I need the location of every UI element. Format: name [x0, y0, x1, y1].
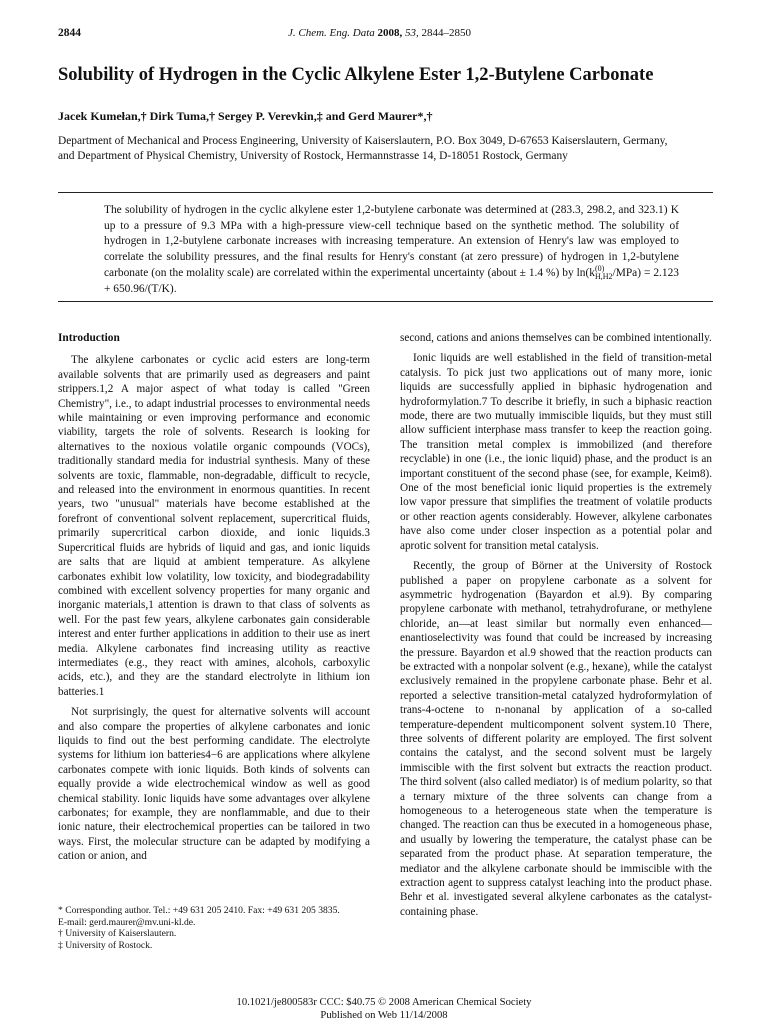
author-list: Jacek Kumełan,† Dirk Tuma,† Sergey P. Verevkin,‡ and Gerd Maurer*,†: [58, 109, 433, 123]
running-header: [288, 27, 471, 39]
abstract-superscript: (0): [594, 264, 605, 274]
footer-doi: 10.1021/je800583r CCC: $40.75 © 2008 American Chemical Society: [236, 997, 532, 1008]
footnote: * Corresponding author. Tel.: +49 631 205 2410. Fax: +49 631 205 3835.: [58, 905, 340, 916]
footnote: † University of Kaiserslautern.: [58, 928, 177, 940]
footnote: E-mail: gerd.maurer@mv.uni-kl.de.: [58, 916, 196, 928]
journal-volume: 53,: [405, 27, 419, 39]
abstract-equation-tail: /MPa) = 2.123 + 650.96/(T/K).: [104, 267, 679, 295]
paragraph: Ionic liquids are well established in the field of transition-metal catalysis. To pick just two applications out of many more, ionic liquids are successfully applied in biphasic hydrogenation and hydroformylation.7 To describe it briefly, in such a biphasic reaction mode, there are two mutually immiscible liquids, but they must still allow sufficient interphase mass transfer to keep the reaction going. The transition metal complex is immobilized (and therefore recyclable) in one (i.e., the ionic liquid) phase, and the product is an important constituent of the second phase (see, for example, Keim8). One of the most beneficial ionic liquid properties is the extremely low vapor pressure that simplifies the treatment of volatile products or other reaction agents considerably. However, alkylene carbonates have also come under closer inspection as a potential polar and aprotic solvent for transition metal catalysis.: [400, 352, 712, 552]
paper-title: Solubility of Hydrogen in the Cyclic Alkylene Ester 1,2-Butylene Carbonate: [58, 65, 654, 85]
abstract-top-rule: [58, 192, 713, 193]
paragraph: Recently, the group of Börner at the University of Rostock published a paper on propylene carbonate as a solvent for asymmetric hydrogenation (Bayardon et al.9). By comparing propylene carbonate with methanol, tetrahydrofurane, or methylene chloride, an—at least similar but normally even enhanced—enantioselectivity was found that could be increased by increasing the pressure. Bayardon et al.9 showed that the reaction products can be extracted with a nonpolar solvent (e.g., hexane), while the catalyst exclusively remained in the propylene carbonate phase. Behr et al. reported a selective transition-metal catalyzed hydroformylation of trans-4-octene to n-nonanal by application of a so-called temperature-dependent multicomponent solvent system.10 There, three solvents of different polarity are employed. The first solvent contains the catalyst, and the second solvent must be largely immiscible with the first solvent but extracts the reaction product. The third solvent (also called mediator) is of medium polarity, so that a ternary mixture of the three solvents can change from a homogeneous to a heterogeneous state when the temperature is changed. The reaction can thus be executed in a homogeneous phase, and usually by lowering the temperature, the catalyst phase can be separated from the product phase. At separation temperature, the mediator and the alkylene carbonate should be immiscible with the extraction agent to suppress catalyst leaching into the product phase. Behr et al. investigated several alkylene carbonates as the catalyst-containing phase.: [400, 560, 712, 918]
paragraph: Not surprisingly, the quest for alternative solvents will account and also compare the properties of alkylene carbonates and ionic liquids to find out the best performing candidate. The electrolyte systems for lithium ion batteries4−6 are applications where alkylene carbonates compete with ionic liquids. Both kinds of solvents can equally provide a wide electrochemical window as well as good chemical stability. Ionic liquids have some advantages over alkylene carbonates; for example, they are nonflammable, and due to their ionic nature, their electrochemical properties can be tailored in two ways. First, the molecular structure can be adapted by modifying a cation or anion, and: [58, 706, 370, 863]
footer-published: Published on Web 11/14/2008: [320, 1010, 448, 1021]
affiliation-line: Department of Mechanical and Process Engineering, University of Kaiserslautern, P.O. Box 3049, D-67653 Kaiserslautern, Germany,: [58, 135, 668, 147]
journal-year: 2008,: [377, 27, 403, 39]
footnotes: [58, 905, 370, 951]
section-heading: Introduction: [58, 332, 120, 344]
affiliation: [58, 134, 718, 164]
paragraph: The alkylene carbonates or cyclic acid esters are long-term available solvents that are primarily used as degreasers and paint strippers.1,2 A major aspect of what today is called "Green Chemistry", i.e., to adapt industrial processes to environmental needs while maintaining or even improving performance and economic viability, targets the role of solvents. Research is looking for alternatives to the noxious volatile organic compounds (VOCs), traditionally standard media for industrial synthesis. Many of these solvents are toxic, flammable, non-degradable, difficult to recycle, and released into the environment in enormous quantities. In recent years, two "unusual" materials have become established at the forefront of conventional solvent replacement, supercritical fluids, primarily supercritical carbon dioxide, and ionic liquids.3 Supercritical fluids are hybrids of liquid and gas, and ionic liquids are salts that are liquid at ambient temperature. As alkylene carbonates exhibit low volatility, low toxicity, and biodegradability combined with excellent solvency properties for many organic and inorganic materials,1 attention is drawn to that class of solvents as well. For the past few years, alkylene carbonates gain considerable interest and enter further applications in addition to their use as inert media. Alkylene carbonates find increasing utility as reactive intermediates (e.g., they react with amines, alcohols, carboxylic acids, etc.), and they are the standard electrolyte in lithium ion batteries.1: [58, 354, 370, 698]
paragraph: second, cations and anions themselves can be combined intentionally.: [400, 332, 712, 344]
affiliation-line: and Department of Physical Chemistry, University of Rostock, Hermannstrasse 14, D-18051 Rostock, Germany: [58, 150, 568, 162]
left-column: [58, 331, 370, 864]
right-column: [400, 331, 712, 919]
footnote: ‡ University of Rostock.: [58, 939, 153, 951]
abstract-subscript: H,H2: [594, 272, 613, 282]
abstract-bottom-rule: [58, 301, 713, 302]
abstract: [104, 203, 679, 298]
abstract-text: The solubility of hydrogen in the cyclic alkylene ester 1,2-butylene carbonate was determined at (283.3, 298.2, and 323.1) K up to a pressure of 9.3 MPa with a high-pressure view-cell technique based on the synthetic method. The solubility of hydrogen in 1,2-butylene carbonate increases with increasing temperature. An extension of Henry's law was employed to correlate the solubility pressures, and the final results for Henry's constant (at zero pressure) of hydrogen in 1,2-butylene carbonate (on the molality scale) are correlated within the experimental uncertainty (about ± 1.4 %) by ln(k: [104, 204, 679, 280]
journal-name: J. Chem. Eng. Data: [288, 27, 375, 39]
page-number: 2844: [58, 27, 81, 39]
journal-pages: 2844–2850: [421, 27, 472, 39]
